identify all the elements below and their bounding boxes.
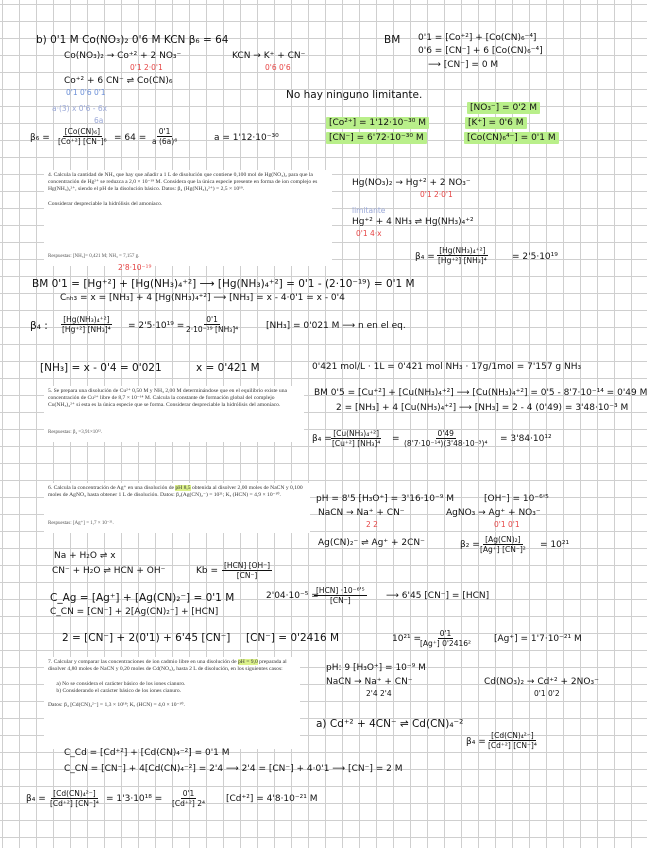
beta4-hg-value: = 2'5·10¹⁹	[512, 252, 558, 262]
nacn-dissociation: NaCN → Na⁺ + CN⁻	[318, 508, 405, 518]
beta4-cd-label: β₄ =	[466, 737, 486, 747]
problem-4-answer-note: 2'8·10⁻¹⁹	[118, 263, 152, 272]
nh3-result: [NH₃] = 0'021 M ⟶ n en el eq.	[266, 321, 406, 331]
result-no3: [NO₃⁻] = 0'2 M	[467, 103, 540, 114]
kb-substitution-left: 2'04·10⁻⁵ =	[266, 591, 319, 601]
cdno3-amounts: 0'1 0'2	[534, 689, 560, 698]
c-cd-balance: C_Cd = [Cd⁺²] + [Cd(CN)₄⁻²] = 0'1 M	[64, 748, 230, 758]
cnh3-line: Cₙₕ₃ = x = [NH₃] + 4 [Hg(NH₃)₄⁺²] ⟶ [NH₃] = x - 4·0'1 = x - 0'4	[60, 293, 345, 303]
beta21-left: 10²¹ =	[392, 634, 422, 644]
oh-ag-line: [OH⁻] = 10⁻⁶'⁵	[484, 494, 549, 504]
bm-hg-line: BM 0'1 = [Hg⁺²] + [Hg(NH₃)₄⁺²] ⟶ [Hg(NH₃)₄⁺²] = 0'1 - (2·10⁻¹⁹) = 0'1 M	[32, 278, 415, 290]
dissociation-kcn-amounts: 0'6 0'6	[265, 63, 291, 72]
hg-dissociation-amounts: 0'1 2·0'1	[420, 190, 453, 199]
problem-6-answer: Respuestas: [Ag⁺] = 1,7 × 10⁻²¹.	[48, 521, 114, 526]
beta4-cd-fraction: $\frac{\text{[Cd(CN)₄²⁻]}}{\text{[Cd⁺²] [CN⁻]⁴}}$	[488, 731, 537, 750]
cd-complex-equilibrium: a) Cd⁺² + 4CN⁻ ⇌ Cd(CN)₄⁻²	[316, 718, 464, 730]
problem-6-card	[44, 483, 310, 533]
beta2-ag-fraction: $\frac{\text{[Ag(CN)₂]}}{\text{[Ag⁺] [CN⁻]²}}$	[480, 535, 526, 554]
beta4-cu-fraction-values: $\frac{0'49}{\text{(8'7·10⁻¹⁴)(3'48·10⁻³)⁴}}$	[404, 429, 488, 448]
problem-5-answer: Respuestas: β₄ =3,91×10¹².	[48, 430, 103, 435]
agno3-dissociation: AgNO₃ → Ag⁺ + NO₃⁻	[446, 508, 541, 518]
complex-equilibrium-co: Co⁺² + 6 CN⁻ ⇌ Co(CN)₆	[64, 76, 173, 86]
mass-balance-co: 0'1 = [Co⁺²] + [Co(CN)₆⁻⁴]	[418, 33, 537, 43]
complex-equilibrium-amounts: 0'1 0'6 0'1	[66, 88, 106, 97]
no-limiting-note: No hay ninguno limitante.	[286, 89, 423, 101]
a-result: a = 1'12·10⁻³⁰	[214, 133, 279, 143]
ph-ag-line: pH = 8'5 [H₃O⁺] = 3'16·10⁻⁹ M	[316, 494, 454, 504]
ph-cd-line: pH: 9 [H₃O⁺] = 10⁻⁹ M	[326, 663, 426, 673]
nacn-cd-amounts: 2'4 2'4	[366, 689, 392, 698]
c-ag-balance: C_Ag = [Ag⁺] + [Ag(CN)₂⁻] = 0'1 M	[50, 592, 235, 604]
beta4-cu-result: = 3'84·10¹²	[500, 434, 552, 444]
cn-result: [CN⁻] = 0'2416 M	[246, 632, 340, 644]
kb-fraction: [HCN] [OH⁻] [CN⁻]	[224, 561, 271, 580]
problem-7-card	[44, 657, 300, 749]
beta4-cd-final-equals: = 1'3·10¹⁸ =	[106, 794, 163, 804]
limitante-note: limitante	[352, 206, 386, 215]
beta4-hg-fraction-values: $\frac{0'1}{\text{2·10⁻¹⁹ [NH₃]⁴}}$	[186, 315, 239, 334]
beta2-ag-value: = 10²¹	[540, 540, 570, 550]
ag-cn-equilibrium: Ag(CN)₂⁻ ⇌ Ag⁺ + 2CN⁻	[318, 538, 425, 548]
complex-equilibrium-6a: 6a	[94, 116, 104, 125]
beta4-cd-final-fraction: $\frac{\text{[Cd(CN)₄²⁻]}}{\text{[Cd⁺²] [CN⁻]⁴}}$	[50, 789, 99, 808]
hg-complex-amounts: 0'1 4·x	[356, 229, 382, 238]
beta6-label: β₆ =	[30, 133, 50, 143]
beta4-hg-fraction-2: $\frac{\text{[Hg(NH₃)₄⁺²]}}{\text{[Hg⁺²] [NH₃]⁴}}$	[62, 315, 111, 334]
hg-complex-equilibrium: Hg⁺² + 4 NH₃ ⇌ Hg(NH₃)₄⁺²	[352, 217, 474, 227]
beta2-ag-label: β₂ =	[460, 540, 480, 550]
nh3-line: [NH₃] = x - 0'4 = 0'021	[40, 362, 162, 374]
beta6-equals: = 64 =	[114, 133, 147, 143]
problem-4-statement: 4. Calcula la cantidad de NH₃ que hay que añadir a 1 L de disolución que contiene 0,100 mol de Hg(NO₃)₂ para que la concentración de Hg²⁺ se reduzca a 2,0 × 10⁻¹⁹ M. Considera que la única especie presente en forma de ion complejo es Hg(NH₃)₄²⁺, siendo el pH de la disolución básico. Datos: β₄ (Hg(NH₃)₄²⁺) = 2,5 × 10¹⁹. Considerar despreciable la hidrólisis del amoníaco.	[48, 172, 318, 207]
mass-balance-cn: 0'6 = [CN⁻] + 6 [Co(CN)₆⁻⁴]	[418, 46, 543, 56]
dissociation-kcn: KCN → K⁺ + CN⁻	[232, 51, 306, 61]
kb-substitution-result: ⟶ 6'45 [CN⁻] = [HCN]	[386, 591, 490, 601]
c-cn-cd-balance: C_CN = [CN⁻] + 4[Cd(CN)₄⁻²] = 2'4 ⟶ 2'4 = [CN⁻] + 4·0'1 ⟶ [CN⁻] = 2 M	[64, 764, 403, 774]
problem-4-card	[44, 170, 332, 266]
part-b-heading: b) 0'1 M Co(NO₃)₂ 0'6 M KCN β₆ = 64	[36, 34, 229, 46]
c-cn-balance: C_CN = [CN⁻] + 2[Ag(CN)₂⁻] + [HCN]	[50, 607, 219, 617]
hydrolysis-cn: CN⁻ + H₂O ⇌ HCN + OH⁻	[52, 566, 166, 576]
beta4-hg-equals: = 2'5·10¹⁹ =	[128, 321, 185, 331]
hg-dissociation: Hg(NO₃)₂ → Hg⁺² + 2 NO₃⁻	[352, 178, 471, 188]
problem-7-statement: 7. Calcular y comparar las concentraciones de ion cadmio libre en una disolución de pH = 9,0 preparada al disolver 4,80 moles de NaCN y 0,20 moles de Cd(NO₃)₂ hasta 2 L de disolución, en los siguientes casos: a) No se considera el carácter básico de los iones cianuro. b) Considerando el carácter básico de los iones cianuro. Datos: β₄ [Cd(CN)₄²⁻] = 1,3 × 10¹⁸; Kₐ (HCN) = 4,0 × 10⁻¹⁰.	[48, 659, 287, 709]
cdno3-dissociation: Cd(NO₃)₂ → Cd⁺² + 2NO₃⁻	[484, 677, 599, 687]
problem-6-statement: 6. Calcula la concentración de Ag⁺ en una disolución de pH 8,5 obtenida al disolver 2,00 moles de NaCN y 0,100 moles de AgNO₃ hasta obtener 1 L de disolución. Datos: β₂(Ag(CN)₂⁻) = 10²¹; Kₐ (HCN) = 4,9 × 10⁻¹⁰.	[48, 485, 305, 499]
nh3-mass-line: 0'421 mol/L · 1L = 0'421 mol NH₃ · 17g/1mol = 7'157 g NH₃	[312, 362, 582, 372]
beta4-hg-label-2: β₄ :	[30, 320, 48, 332]
beta4-cd-final-label: β₄ =	[26, 794, 46, 804]
mass-balance-result: ⟶ [CN⁻] = 0 M	[428, 60, 499, 70]
bm-cu-line: BM 0'5 = [Cu⁺²] + [Cu(NH₃)₄⁺²] ⟶ [Cu(NH₃)₄⁺²] = 0'5 - 8'7·10⁻¹⁴ = 0'49 M	[314, 388, 647, 398]
agno3-dissociation-amounts: 0'1 0'1	[494, 520, 520, 529]
hydrolysis-na: Na + H₂O ⇌ x	[54, 551, 116, 561]
problem-5-card	[44, 386, 304, 442]
dissociation-co-amounts: 0'1 2·0'1	[130, 63, 163, 72]
nacn-cd-dissociation: NaCN → Na⁺ + CN⁻	[326, 677, 413, 687]
cn-sum-line: 2 = [CN⁻] + 2(0'1) + 6'45 [CN⁻]	[62, 632, 231, 644]
result-k: [K⁺] = 0'6 M	[465, 118, 527, 129]
beta6-fraction-values: $\frac{0'1}{\text{a (6a)⁶}}$	[152, 127, 178, 146]
beta4-cu-label: β₄ =	[312, 434, 332, 444]
result-co: [Co²⁺] = 1'12·10⁻³⁰ M	[326, 118, 429, 129]
beta4-cu-equals: =	[392, 434, 400, 444]
nacn-dissociation-amounts: 2 2	[366, 520, 378, 529]
ag-result: [Ag⁺] = 1'7·10⁻²¹ M	[494, 634, 582, 644]
kb-substitution-fraction: [HCN] ·10⁻⁶'⁵ [CN⁻]	[316, 586, 365, 605]
complex-equilibrium-change: a·(3) x 0'6 - 6x	[52, 104, 108, 113]
problem-4-answer: Respuestas: [NH₃]= 0,421 M; NH₃ = 7,157 g.	[48, 254, 140, 259]
x-result: x = 0'421 M	[196, 362, 260, 374]
beta4-cu-fraction: $\frac{\text{[Cu(NH₃)₄⁺²]}}{\text{[Cu⁺²] [NH₃]⁴}}$	[332, 429, 381, 448]
result-cn: [CN⁻] = 6'72·10⁻³⁰ M	[326, 133, 427, 144]
beta6-fraction: $\frac{\text{[Co(CN)₆]}}{\text{[Co⁺²] [CN⁻]⁶}}$	[58, 127, 107, 146]
beta4-hg-label: β₄ =	[415, 252, 435, 262]
kb-label: Kb =	[196, 566, 219, 576]
nh3-cu-line: 2 = [NH₃] + 4 [Cu(NH₃)₄⁺²] ⟶ [NH₃] = 2 - 4 (0'49) = 3'48·10⁻³ M	[336, 403, 629, 413]
beta4-hg-fraction: $\frac{\text{[Hg(NH₃)₄⁺²]}}{\text{[Hg⁺²] [NH₃]⁴}}$	[438, 246, 487, 265]
bm-label: BM	[384, 34, 401, 46]
cd-result: [Cd⁺²] = 4'8·10⁻²¹ M	[226, 794, 318, 804]
beta21-fraction: $\frac{0'1}{\text{[Ag⁺] 0'2416²}}$	[420, 629, 472, 648]
dissociation-co-no3: Co(NO₃)₂ → Co⁺² + 2 NO₃⁻	[64, 51, 182, 61]
result-co-cn: [Co(CN)₆⁴⁻] = 0'1 M	[464, 133, 559, 144]
beta4-cd-final-fraction-values: $\frac{0'1}{\text{[Cd⁺²] 2⁴}}$	[172, 789, 205, 808]
problem-5-statement: 5. Se prepara una disolución de Cu²⁺ 0,50 M y NH₃ 2,00 M determinándose que en el equilibrio existe una concentración de Cu²⁺ libre de 8,7 × 10⁻¹⁴ M. Calcula la constante de formación global del complejo Cu(NH₃)₄²⁺ si esta es la única especie que se forma. Considerar despreciable la hidrólisis del amoníaco.	[48, 388, 289, 409]
